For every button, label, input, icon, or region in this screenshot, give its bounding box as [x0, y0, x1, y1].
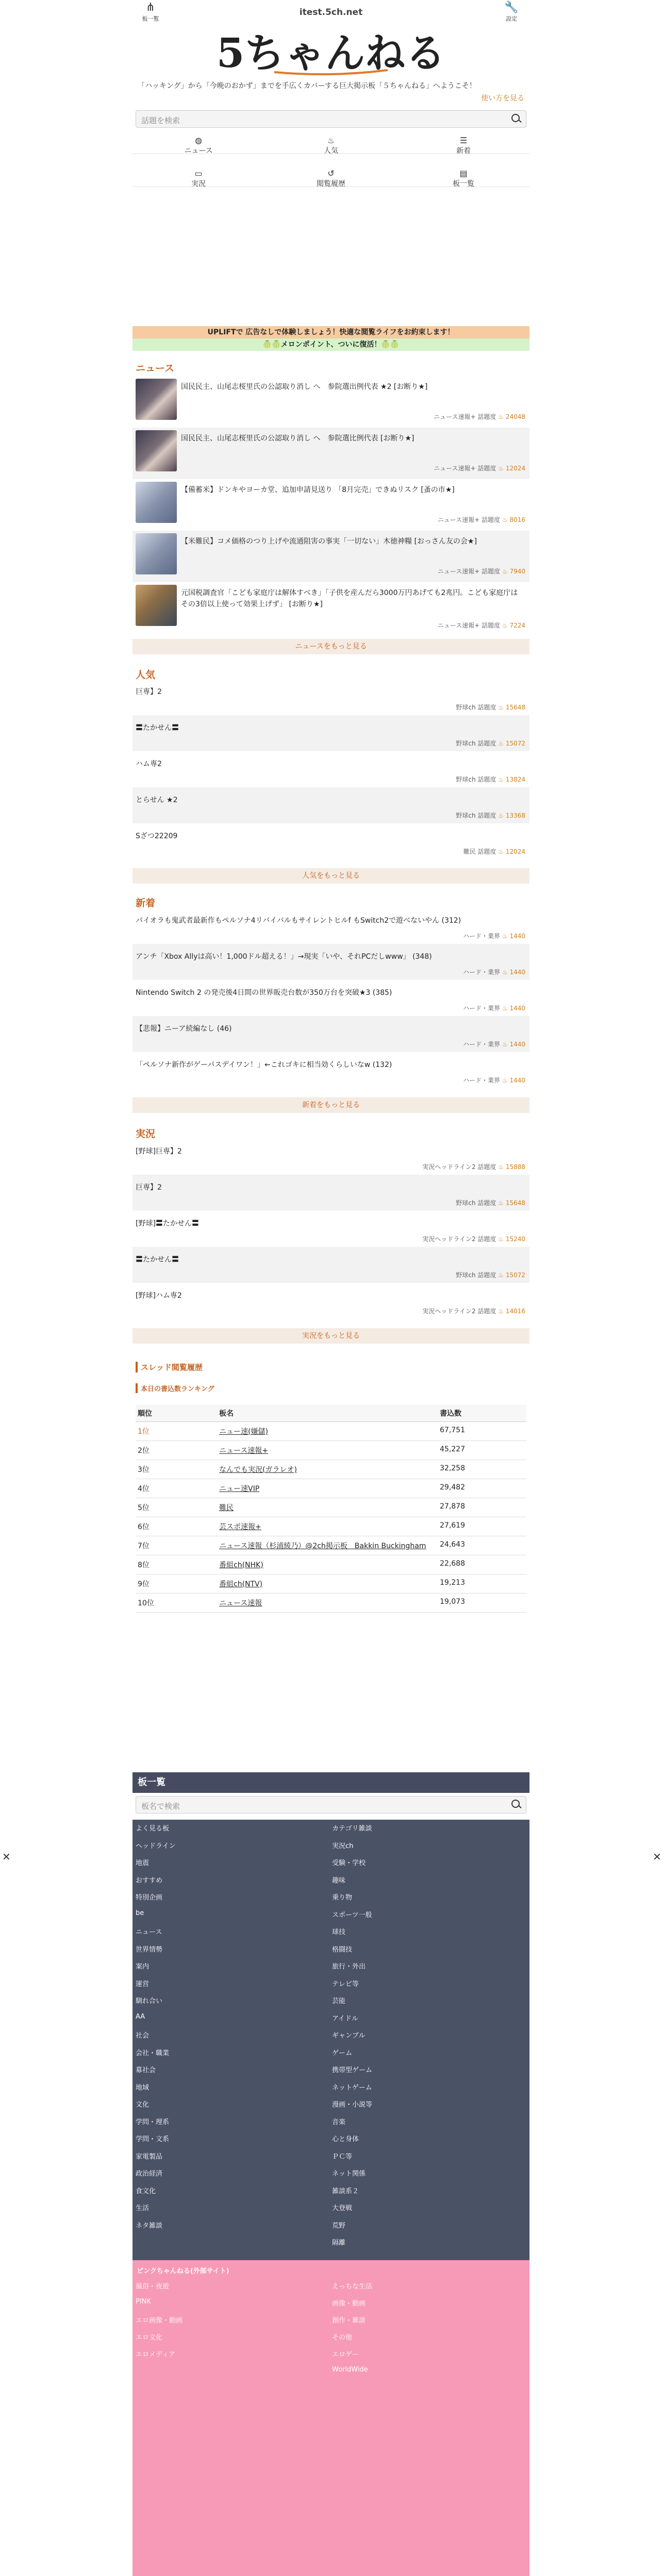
board-category-item[interactable]: 食文化: [136, 2187, 156, 2195]
pink-board-item[interactable]: PINK: [136, 2298, 151, 2306]
thread-meta: 野球ch 話題度 ♨ 13824: [456, 776, 525, 783]
thread-title: 巨専】2: [136, 688, 162, 696]
pink-section: [133, 2260, 529, 2576]
news-more-button[interactable]: ニュースをもっと見る: [133, 639, 529, 654]
news-item[interactable]: [133, 376, 529, 428]
news-title: 元国税調査官「こども家庭庁は解体すべき」「子供を産んだら3000万円あげても2兆円。こども家庭庁はその3倍以上使って効果上げず」 [お断り★]: [181, 589, 518, 608]
fire-icon: ♨: [498, 740, 504, 747]
board-link[interactable]: なんでも実況(ガラレオ): [219, 1466, 297, 1474]
table-row: 4位 ニュー速VIP 29,482: [136, 1479, 526, 1498]
board-category-item[interactable]: おすすめ: [136, 1876, 163, 1885]
fire-icon: ♨: [498, 1163, 504, 1171]
board-category-item[interactable]: 運営: [136, 1980, 150, 1988]
site-logo[interactable]: [133, 26, 529, 79]
popular-item[interactable]: [133, 751, 529, 787]
close-icon[interactable]: ✕: [2, 1851, 11, 1863]
fire-icon: ♨: [498, 465, 504, 472]
new-section-title: 新着: [136, 897, 156, 909]
board-category-item[interactable]: 地震: [136, 1859, 150, 1867]
board-category-item[interactable]: 家電製品: [136, 2153, 163, 2161]
board-category-item[interactable]: 球技: [332, 1928, 346, 1936]
new-item[interactable]: [133, 944, 529, 980]
new-item[interactable]: [133, 1052, 529, 1088]
pink-board-item[interactable]: エロ文化: [136, 2334, 163, 2342]
nav-label: 閲覧履歴: [317, 180, 345, 188]
nav-news[interactable]: [133, 135, 264, 154]
board-search-input[interactable]: [136, 1796, 526, 1814]
table-row: 2位 ニュース速報+ 45,227: [136, 1441, 526, 1460]
board-category-item[interactable]: 文化: [136, 2101, 150, 2109]
board-category-item[interactable]: 地域: [136, 2083, 150, 2092]
ranking-title: 本日の書込数ランキング: [136, 1383, 214, 1393]
fire-icon: ♨: [327, 135, 335, 145]
news-thumbnail: [136, 533, 177, 574]
live-item[interactable]: [133, 1283, 529, 1319]
fire-icon: ♨: [498, 776, 504, 783]
board-category-item[interactable]: 音楽: [332, 2118, 346, 2126]
live-item[interactable]: [133, 1211, 529, 1247]
board-category-item[interactable]: AA: [136, 2012, 145, 2021]
thread-title: 「ペルソナ新作がゲーパスデイワン！」←これゴキに相当効くらしいなw (132): [136, 1061, 392, 1069]
table-row: 7位 ニュース速報（杉浦綾乃）@2ch掲示板 Bakkin Buckingham 24,643: [136, 1536, 526, 1555]
board-link[interactable]: ニュース速報: [219, 1599, 262, 1607]
nav-label: 実況: [191, 180, 206, 188]
board-category-item[interactable]: 世界情勢: [136, 1945, 163, 1954]
board-category-item[interactable]: 受験・学校: [332, 1859, 366, 1867]
thread-meta: ハード・業界 ♨ 1440: [463, 1041, 525, 1048]
board-category-item[interactable]: 格闘技: [332, 1945, 353, 1954]
board-category-item[interactable]: 芸能: [332, 1997, 346, 2005]
news-thumbnail: [136, 430, 177, 471]
nav-popular[interactable]: [265, 135, 397, 154]
thread-title: 巨専】2: [136, 1183, 162, 1192]
thread-meta: 野球ch 話題度 ♨ 15648: [456, 1199, 525, 1207]
intro-text: 「ハッキング」から「今晩のおかず」までを手広くカバーする巨大掲示板「５ちゃんねる」へようこそ！: [138, 82, 476, 90]
search-icon[interactable]: [511, 114, 520, 122]
col-board: 板名: [217, 1405, 438, 1422]
sitemap-icon: ⋔: [145, 1, 156, 14]
pink-board-item[interactable]: エロ画像・動画: [136, 2317, 183, 2325]
search-icon[interactable]: [511, 1800, 520, 1808]
news-meta: ニュース速報+ 話題度 ♨ 7224: [437, 622, 525, 629]
board-category-item[interactable]: 政治経済: [136, 2170, 163, 2178]
fire-icon: ♨: [498, 848, 504, 855]
board-category-item[interactable]: よく見る板: [136, 1825, 170, 1833]
fire-icon: ♨: [498, 1272, 504, 1279]
table-row: 1位 ニュー速(嫌儲) 67,751: [136, 1422, 526, 1441]
board-category-item[interactable]: 隔離: [332, 2239, 346, 2247]
board-category-item[interactable]: ニュース: [136, 1928, 162, 1936]
news-title: 国民民主、山尾志桜里氏の公認取り消し へ 参院選出例代表 ★2 [お断り★]: [181, 383, 428, 391]
thread-meta: 実況ヘッドライン2 話題度 ♨ 15888: [422, 1163, 525, 1171]
news-title: 【備蓄米】ドンキやヨーカ堂、追加申請見送り 「8月完売」できぬリスク [蚤の市★]: [181, 486, 455, 494]
logo-graphic: [216, 26, 446, 77]
table-row: 3位 なんでも実況(ガラレオ) 32,258: [136, 1460, 526, 1479]
board-category-item[interactable]: ギャンブル: [332, 2032, 366, 2040]
howto-link[interactable]: 使い方を見る: [481, 94, 524, 103]
col-count: 書込数: [438, 1405, 526, 1422]
board-category-item[interactable]: カテゴリ雑談: [332, 1825, 372, 1833]
fire-icon: ♨: [498, 1308, 504, 1315]
board-category-item[interactable]: 荒野: [332, 2222, 346, 2230]
board-list-title: 板一覧: [133, 1772, 529, 1793]
list-icon: ☰: [459, 135, 468, 145]
board-category-item[interactable]: 大登戦: [332, 2205, 353, 2212]
news-meta: ニュース速報+ 話題度 ♨ 24048: [434, 413, 525, 420]
board-category-item[interactable]: ネット関係: [332, 2170, 366, 2178]
new-item[interactable]: [133, 1016, 529, 1052]
thread-meta: 野球ch 話題度 ♨ 15648: [456, 704, 525, 711]
thread-title: 【悲報】ニーア続編なし (46): [136, 1025, 232, 1033]
site-title: itest.5ch.net: [299, 7, 363, 18]
tv-icon: ▭: [194, 168, 203, 178]
topic-search-input[interactable]: [136, 110, 526, 128]
fire-icon: ♨: [498, 704, 504, 711]
board-list-label: 板一覧: [142, 15, 159, 22]
uplift-banner[interactable]: UPLIFTで 広告なしで体験しましょう！快適な閲覧ライフをお約束します！: [133, 326, 529, 338]
live-section-title: 実況: [136, 1128, 156, 1140]
table-row: 6位 芸スポ速報+ 27,619: [136, 1517, 526, 1536]
board-link[interactable]: 番組ch(NHK): [219, 1561, 263, 1569]
board-link[interactable]: 番組ch(NTV): [219, 1580, 263, 1588]
news-meta: ニュース速報+ 話題度 ♨ 12024: [434, 465, 525, 472]
live-item[interactable]: [133, 1139, 529, 1175]
thread-meta: ハード・業界 ♨ 1440: [463, 933, 525, 940]
news-title: 【米難民】コメ価格のつり上げや流通阻害の事実「一切ない」木徳神糧 [おっさん友の会★]: [181, 537, 477, 546]
thread-meta: ハード・業界 ♨ 1440: [463, 969, 525, 976]
news-meta: ニュース速報+ 話題度 ♨ 8016: [437, 516, 525, 523]
board-category-item[interactable]: 学問・文系: [136, 2136, 170, 2143]
table-row: 8位 番組ch(NHK) 22,688: [136, 1555, 526, 1574]
fire-icon: ♨: [502, 969, 508, 976]
fire-icon: ♨: [502, 516, 508, 523]
board-category-item[interactable]: ネットゲーム: [332, 2083, 372, 2092]
board-category-item[interactable]: テレビ等: [332, 1980, 359, 1988]
popular-item[interactable]: [133, 679, 529, 715]
close-icon[interactable]: ✕: [653, 1851, 661, 1863]
news-item[interactable]: [133, 479, 529, 531]
thread-title: [野球]巨専】2: [136, 1147, 182, 1156]
globe-icon: ◍: [195, 135, 202, 145]
board-category-item[interactable]: 携帯型ゲーム: [332, 2066, 373, 2074]
nav-label: 人気: [324, 147, 338, 155]
board-category-item[interactable]: 募社会: [136, 2066, 156, 2074]
thread-title: とらせん ★2: [136, 796, 178, 804]
nav-boards[interactable]: [398, 168, 529, 187]
thread-meta: 実況ヘッドライン2 話題度 ♨ 15240: [422, 1235, 525, 1243]
board-category-item[interactable]: 特別企画: [136, 1894, 163, 1902]
news-item[interactable]: [133, 428, 529, 479]
news-thumbnail: [136, 379, 177, 420]
pink-board-item[interactable]: 画像・動画: [332, 2300, 366, 2308]
live-item[interactable]: [133, 1175, 529, 1211]
board-link[interactable]: ニュー速VIP: [219, 1485, 260, 1493]
board-category-item[interactable]: 乗り物: [332, 1894, 353, 1902]
pink-board-item[interactable]: 創作・雑談: [332, 2317, 366, 2325]
ranking-table: [136, 1405, 526, 1613]
board-link[interactable]: 芸スポ速報+: [219, 1523, 261, 1531]
news-meta: ニュース速報+ 話題度 ♨ 7940: [437, 568, 525, 575]
nav-live[interactable]: [133, 168, 264, 187]
settings-label: 設定: [506, 15, 517, 22]
popular-more-button[interactable]: 人気をもっと見る: [133, 868, 529, 884]
fire-icon: ♨: [502, 1005, 508, 1012]
news-item[interactable]: [133, 582, 529, 634]
board-category-item[interactable]: 馴れ合い: [136, 1997, 163, 2005]
board-category-item[interactable]: 会社・職業: [136, 2049, 170, 2057]
live-item[interactable]: [133, 1247, 529, 1283]
thread-title: 〓たかせん〓: [136, 1256, 179, 1264]
board-category-item[interactable]: be: [136, 1909, 144, 1917]
board-category-item[interactable]: 学問・理系: [136, 2118, 170, 2126]
fire-icon: ♨: [502, 933, 508, 940]
thread-title: [野球]〓たかせん〓: [136, 1219, 199, 1228]
news-thumbnail: [136, 482, 177, 523]
pink-board-item[interactable]: エロメディア: [136, 2351, 175, 2359]
fire-icon: ♨: [498, 413, 504, 420]
board-category-item[interactable]: ヘッドライン: [136, 1842, 176, 1850]
thread-meta: ハード・業界 ♨ 1440: [463, 1077, 525, 1084]
thread-title: Sざつ22209: [136, 832, 178, 840]
nav-history[interactable]: [265, 168, 397, 187]
news-item[interactable]: [133, 531, 529, 582]
live-more-button[interactable]: 実況をもっと見る: [133, 1328, 529, 1344]
board-category-item[interactable]: ネタ雑談: [136, 2222, 163, 2230]
board-category-item[interactable]: 雑談系２: [332, 2187, 359, 2195]
board-category-item[interactable]: 漫画・小説等: [332, 2101, 373, 2109]
fire-icon: ♨: [502, 1077, 508, 1084]
nav-label: ニュース: [184, 147, 213, 155]
table-row: 5位 難民 27,878: [136, 1498, 526, 1517]
fire-icon: ♨: [502, 1041, 508, 1048]
thread-title: 〓たかせん〓: [136, 724, 179, 732]
search-placeholder: 話題を検索: [141, 116, 180, 125]
thread-meta: 野球ch 話題度 ♨ 15072: [456, 740, 525, 747]
board-category-item[interactable]: 社会: [136, 2032, 150, 2040]
nav-new[interactable]: [398, 135, 529, 154]
thread-meta: 野球ch 話題度 ♨ 13368: [456, 812, 525, 819]
table-row: 9位 番組ch(NTV) 19,213: [136, 1574, 526, 1594]
thread-meta: 野球ch 話題度 ♨ 15072: [456, 1272, 525, 1279]
thread-title: ハム専2: [136, 760, 162, 768]
thread-title: アンチ「Xbox Allyは高い！1,000ドル超える！」→現実「いや、それPCだしwww」 (348): [136, 953, 432, 961]
pink-board-item[interactable]: エロゲー: [332, 2351, 359, 2359]
board-category-item[interactable]: アイドル: [332, 2014, 358, 2023]
thread-meta: ハード・業界 ♨ 1440: [463, 1005, 525, 1012]
popular-item[interactable]: [133, 715, 529, 751]
board-category-item[interactable]: ＰＣ等: [332, 2153, 353, 2161]
new-more-button[interactable]: 新着をもっと見る: [133, 1097, 529, 1113]
board-icon: ▤: [459, 168, 468, 178]
history-icon: ↺: [327, 168, 335, 178]
thread-title: [野球]ハム専2: [136, 1292, 182, 1300]
board-link[interactable]: ニュー速(嫌儲): [219, 1428, 268, 1436]
pink-title: ピンクちゃんねる(外部サイト): [137, 2267, 229, 2275]
popular-section-title: 人気: [136, 669, 156, 681]
melon-banner[interactable]: 🍈🍈メロンポイント、ついに復活！🍈🍈: [133, 338, 529, 351]
history-title: スレッド閲覧履歴: [136, 1362, 203, 1372]
nav-label: 新着: [456, 147, 471, 155]
news-thumbnail: [136, 585, 177, 626]
board-category-list: [133, 1820, 529, 2260]
board-category-item[interactable]: 案内: [136, 1963, 150, 1971]
nav-label: 板一覧: [453, 180, 474, 188]
board-category-item[interactable]: 旅行・外出: [332, 1963, 366, 1971]
search-placeholder: 板名で検索: [141, 1802, 180, 1811]
popular-item[interactable]: [133, 823, 529, 859]
board-link[interactable]: 難民: [219, 1504, 234, 1512]
fire-icon: ♨: [498, 1235, 504, 1243]
popular-item[interactable]: [133, 787, 529, 823]
pink-board-item[interactable]: 風俗・夜遊: [136, 2283, 170, 2291]
board-link[interactable]: ニュース速報（杉浦綾乃）@2ch掲示板 Bakkin Buckingham: [219, 1542, 426, 1550]
news-title: 国民民主、山尾志桜里氏の公認取り消し へ 参院選比例代表 [お断り★]: [181, 434, 415, 443]
pink-board-item[interactable]: WorldWide: [332, 2366, 368, 2374]
pink-board-item[interactable]: その他: [332, 2334, 353, 2342]
board-category-item[interactable]: スポーツ一般: [332, 1911, 372, 1919]
new-item[interactable]: [133, 908, 529, 944]
pink-board-item[interactable]: えっちな生活: [332, 2283, 373, 2291]
table-row: 10位 ニュース速報 19,073: [136, 1594, 526, 1613]
fire-icon: ♨: [502, 622, 508, 629]
fire-icon: ♨: [502, 568, 508, 575]
board-category-item[interactable]: ゲーム: [332, 2049, 353, 2057]
col-rank: 順位: [136, 1405, 217, 1422]
board-category-item[interactable]: 実況ch: [332, 1842, 354, 1850]
settings-button[interactable]: [493, 1, 529, 23]
thread-meta: 難民 話題度 ♨ 12024: [463, 848, 525, 855]
logo-text: 5ちゃんねる: [216, 30, 446, 77]
fire-icon: ♨: [498, 812, 504, 819]
fire-icon: ♨: [498, 1199, 504, 1207]
thread-title: パイオラも鬼武者最新作もペルソナ4リバイバルもサイレントヒルf もSwitch2で遊べないやん (312): [136, 917, 461, 925]
news-section-title: ニュース: [136, 363, 175, 374]
board-category-item[interactable]: 心と身体: [332, 2136, 359, 2143]
thread-title: Nintendo Switch 2 の発売後4日間の世界販売台数が350万台を突破★3 (385): [136, 989, 392, 997]
new-item[interactable]: [133, 980, 529, 1016]
board-link[interactable]: ニュース速報+: [219, 1447, 269, 1455]
board-category-item[interactable]: 生活: [136, 2205, 150, 2212]
board-category-item[interactable]: 趣味: [332, 1876, 346, 1885]
thread-meta: 実況ヘッドライン2 話題度 ♨ 14016: [422, 1308, 525, 1315]
wrench-icon: 🔧: [504, 1, 519, 14]
